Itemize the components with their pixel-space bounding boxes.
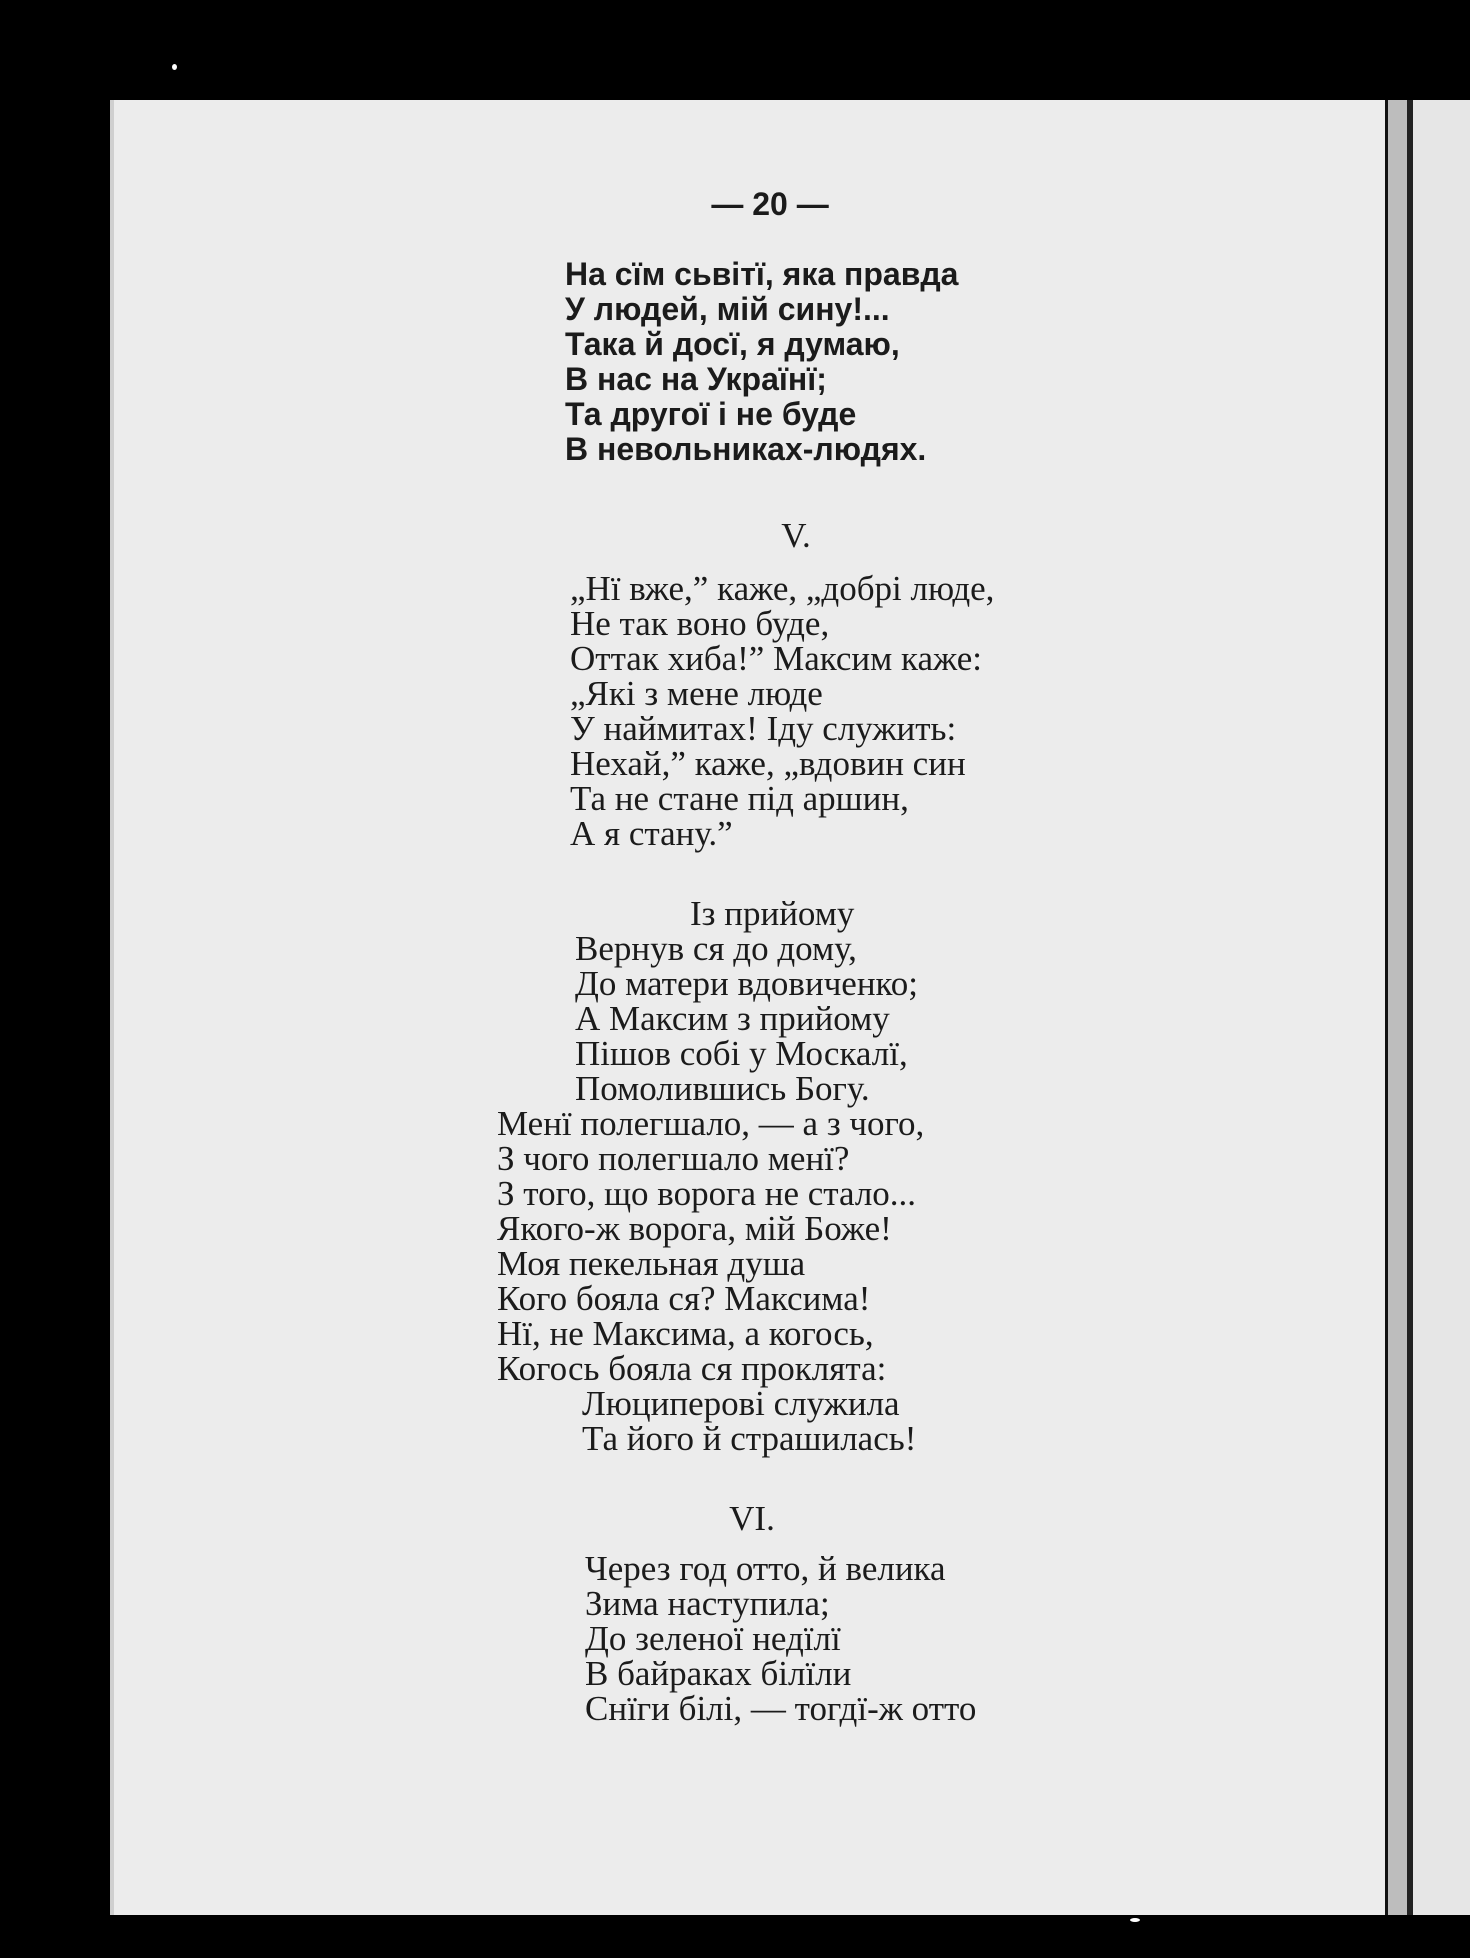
verse-line: Нї, не Максима, а когось, (497, 1314, 874, 1353)
verse-line: Кого бояла ся? Максима! (497, 1279, 871, 1318)
scan-speck (172, 64, 177, 70)
verse-line: В нас на Українї; (565, 361, 827, 397)
next-page-edge (1407, 100, 1470, 1915)
verse-line: А я стану.” (570, 814, 733, 853)
scan-speck (1130, 1918, 1140, 1922)
verse-line: В байраках білїли (585, 1654, 852, 1693)
verse-line: Зима наступила; (585, 1584, 830, 1623)
verse-line: До зеленої недїлї (585, 1619, 841, 1658)
verse-line: Та другої і не буде (565, 396, 857, 432)
verse-line: Моя пекельная душа (497, 1244, 806, 1283)
verse-line: Снїги білі, — тогдї-ж отто (585, 1689, 977, 1728)
verse-line: З чого полегшало менї? (497, 1139, 850, 1178)
verse-line: Менї полегшало, — а з чого, (497, 1104, 925, 1143)
verse-line: Із прийому (690, 894, 855, 933)
section-heading: V. (781, 516, 811, 555)
verse-line: Люциперові служила (582, 1384, 900, 1423)
verse-line: Та його й страшилась! (582, 1419, 917, 1458)
verse-line: А Максим з прийому (575, 999, 890, 1038)
verse-line: На сїм сьвітї, яка правда (565, 256, 959, 292)
verse-line: „Які з мене люде (570, 674, 823, 713)
verse-line: Через год отто, й велика (585, 1549, 946, 1588)
verse-line: В невольниках-людях. (565, 431, 927, 467)
verse-line: Пішов собі у Москалї, (575, 1034, 908, 1073)
verse-line: Така й досї, я думаю, (565, 326, 900, 362)
verse-line: „Нї вже,” каже, „добрі люде, (570, 569, 995, 608)
verse-line: Якого-ж ворога, мій Боже! (497, 1209, 892, 1248)
verse-line: Помолившись Богу. (575, 1069, 870, 1108)
verse-line: Та не стане під аршин, (570, 779, 909, 818)
verse-line: Оттак хиба!” Максим каже: (570, 639, 983, 678)
verse-line: Вернув ся до дому, (575, 929, 857, 968)
verse-line: До матери вдовиченко; (575, 964, 919, 1003)
verse-line: У людей, мій сину!... (565, 291, 890, 327)
verse-line: У наймитах! Іду служить: (570, 709, 957, 748)
section-heading: VI. (729, 1499, 775, 1538)
page-number: — 20 — (711, 186, 829, 222)
verse-line: З того, що ворога не стало... (497, 1174, 917, 1213)
verse-line: Не так воно буде, (570, 604, 830, 643)
verse-line: Нехай,” каже, „вдовин син (570, 744, 966, 783)
verse-line: Когось бояла ся проклята: (497, 1349, 887, 1388)
